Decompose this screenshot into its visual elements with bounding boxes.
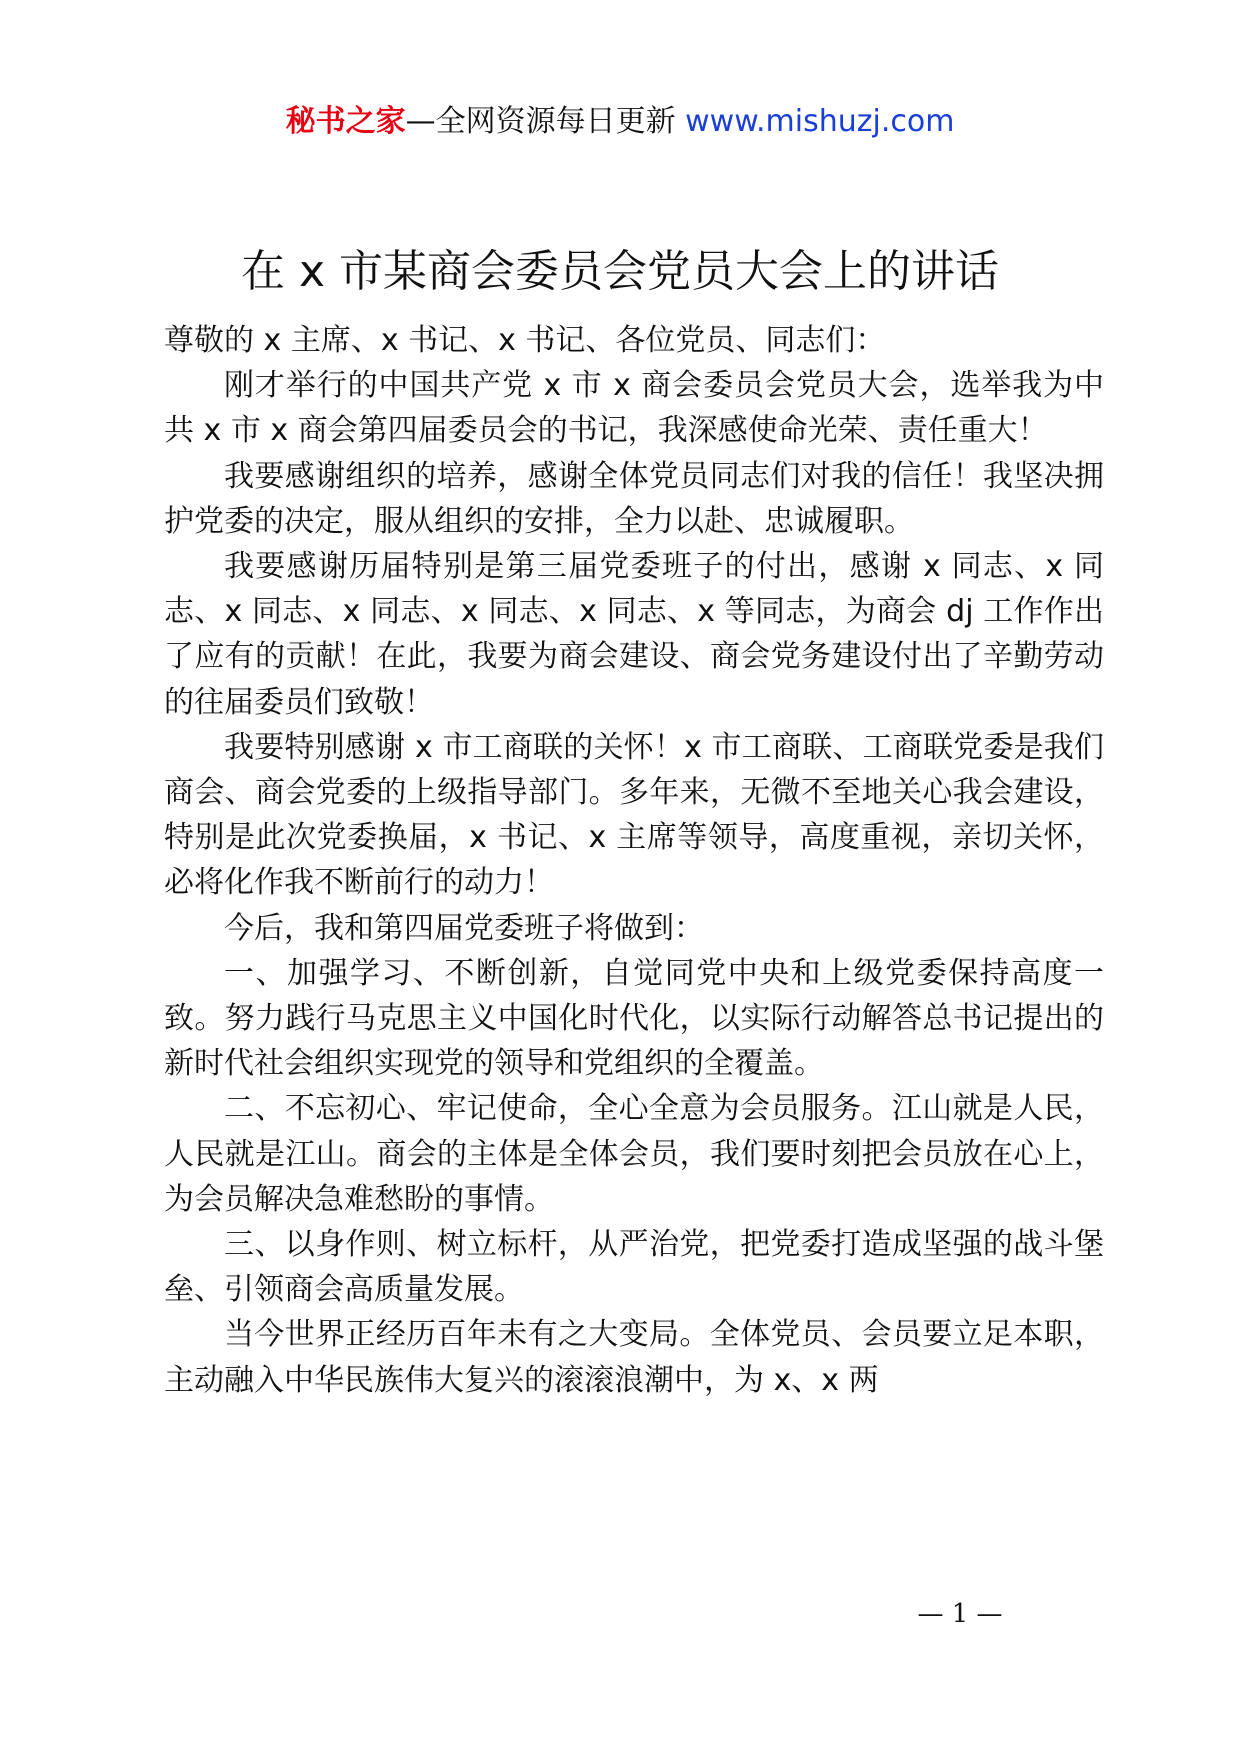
- page-number: — 1 —: [917, 1599, 1003, 1629]
- paragraph-7: 二、不忘初心、牢记使命，全心全意为会员服务。江山就是人民，人民就是江山。商会的主体是全体会员，我们要时刻把会员放在心上，为会员解决急难愁盼的事情。: [164, 1091, 1104, 1217]
- brand-name: 秘书之家: [285, 104, 406, 139]
- document-body: [164, 318, 1104, 1403]
- paragraph-6: 一、加强学习、不断创新，自觉同党中央和上级党委保持高度一致。努力践行马克思主义中国化时代化，以实际行动解答总书记提出的新时代社会组织实现党的领导和党组织的全覆盖。: [164, 955, 1104, 1082]
- site-header: [0, 100, 1240, 144]
- paragraph-8: 三、以身作则、树立标杆，从严治党，把党委打造成坚强的战斗堡垒、引领商会高质量发展。: [164, 1227, 1104, 1308]
- salutation: 尊敬的 x 主席、x 书记、x 书记、各位党员、同志们：: [164, 323, 886, 358]
- paragraph-2: 我要感谢组织的培养，感谢全体党员同志们对我的信任！我坚决拥护党委的决定，服从组织的安排，全力以赴、忠诚履职。: [164, 458, 1104, 539]
- paragraph-5: 今后，我和第四届党委班子将做到：: [224, 910, 704, 946]
- header-slogan: —全网资源每日更新: [405, 104, 676, 139]
- site-url-link[interactable]: www.mishuzj.com: [685, 104, 955, 139]
- paragraph-9: 当今世界正经历百年未有之大变局。全体党员、会员要立足本职，主动融入中华民族伟大复兴的滚滚浪潮中，为 x、x 两: [164, 1317, 1104, 1398]
- paragraph-4: 我要特别感谢 x 市工商联的关怀！x 市工商联、工商联党委是我们商会、商会党委的上级指导部门。多年来，无微不至地关心我会建设，特别是此次党委换届，x 书记、x 主席等领导，高度重视，亲切关怀，必将化作我不断前行的动力！: [164, 729, 1104, 901]
- paragraph-3: 我要感谢历届特别是第三届党委班子的付出，感谢 x 同志、x 同志、x 同志、x 同志、x 同志、x 同志、x 等同志，为商会 dj 工作作出了应有的贡献！在此，我要为商会建设、商会党务建设付出了辛勤劳动的往届委员们致敬！: [164, 549, 1104, 720]
- paragraph-1: 刚才举行的中国共产党 x 市 x 商会委员会党员大会，选举我为中共 x 市 x 商会第四届委员会的书记，我深感使命光荣、责任重大！: [164, 368, 1104, 449]
- document-title: 在 x 市某商会委员会党员大会上的讲话: [240, 246, 999, 297]
